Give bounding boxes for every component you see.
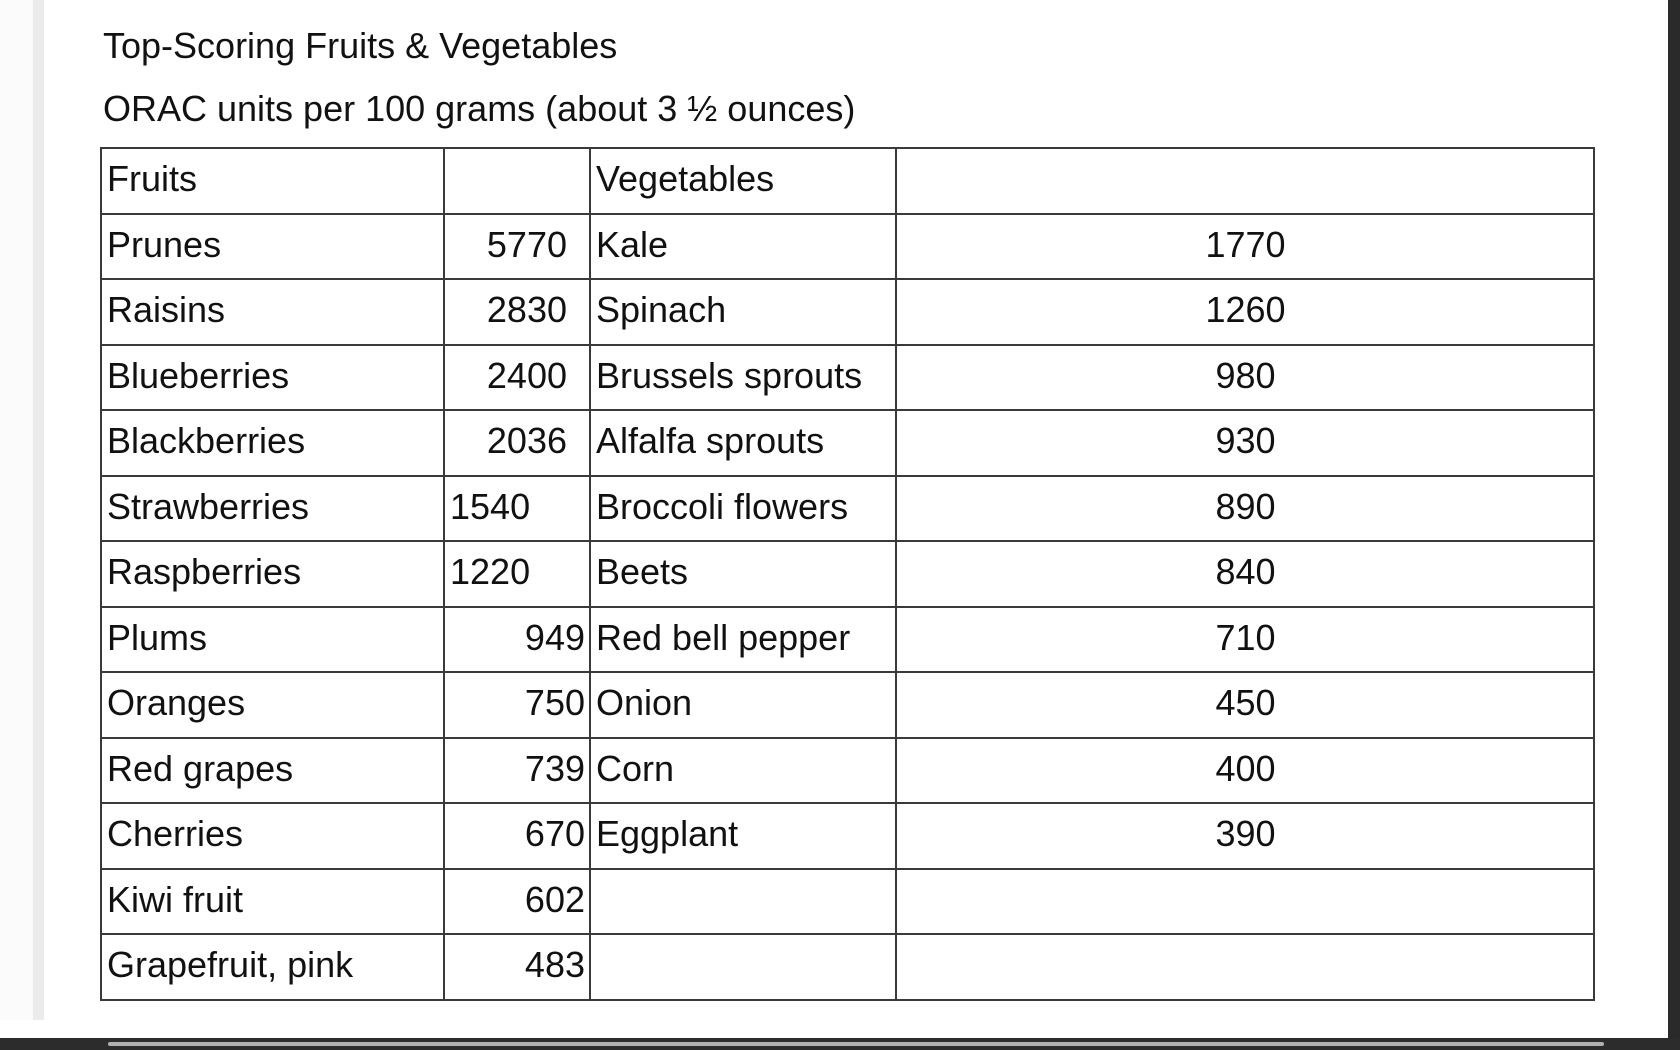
- fruit-name: Raspberries: [101, 541, 444, 607]
- fruit-name: Red grapes: [101, 738, 444, 804]
- vegetable-name: Kale: [590, 214, 896, 280]
- vegetable-name: Brussels sprouts: [590, 345, 896, 411]
- fruit-name: Kiwi fruit: [101, 869, 444, 935]
- vegetable-name: Broccoli flowers: [590, 476, 896, 542]
- table-row: [101, 410, 1594, 476]
- vegetable-value: 710: [896, 607, 1594, 673]
- table-row: [101, 869, 1594, 935]
- fruit-value: 739: [444, 738, 590, 804]
- fruit-value: 2400: [444, 345, 590, 411]
- fruit-value: 483: [444, 934, 590, 1000]
- vegetable-name: Corn: [590, 738, 896, 804]
- header-fruits: Fruits: [101, 148, 444, 214]
- vegetable-name: Alfalfa sprouts: [590, 410, 896, 476]
- page-title: Top-Scoring Fruits & Vegetables: [103, 25, 618, 66]
- table-header-row: [101, 148, 1594, 214]
- vegetable-value: 400: [896, 738, 1594, 804]
- fruit-name: Blackberries: [101, 410, 444, 476]
- vegetable-value: 930: [896, 410, 1594, 476]
- page-subtitle: ORAC units per 100 grams (about 3 ½ ounces): [103, 88, 856, 129]
- table-row: [101, 476, 1594, 542]
- horizontal-scrollbar-thumb[interactable]: [108, 1042, 1604, 1046]
- table-row: [101, 345, 1594, 411]
- fruit-value: 670: [444, 803, 590, 869]
- vegetable-value: 980: [896, 345, 1594, 411]
- vegetable-value: 890: [896, 476, 1594, 542]
- vegetable-name: Spinach: [590, 279, 896, 345]
- table-row: [101, 672, 1594, 738]
- table-row: [101, 803, 1594, 869]
- fruit-name: Cherries: [101, 803, 444, 869]
- table-row: [101, 279, 1594, 345]
- table-row: [101, 541, 1594, 607]
- fruit-value: 5770: [444, 214, 590, 280]
- vegetable-value: 1770: [896, 214, 1594, 280]
- fruit-name: Strawberries: [101, 476, 444, 542]
- vegetable-name: [590, 869, 896, 935]
- table-row: [101, 607, 1594, 673]
- fruit-value: 750: [444, 672, 590, 738]
- fruit-name: Blueberries: [101, 345, 444, 411]
- vegetable-value: 390: [896, 803, 1594, 869]
- vegetable-name: Red bell pepper: [590, 607, 896, 673]
- vertical-scrollbar[interactable]: [1668, 0, 1680, 1050]
- fruit-name: Oranges: [101, 672, 444, 738]
- fruit-value: 2830: [444, 279, 590, 345]
- fruit-name: Grapefruit, pink: [101, 934, 444, 1000]
- vegetable-name: [590, 934, 896, 1000]
- fruit-value: 1220: [444, 541, 590, 607]
- header-vegetable-values: [896, 148, 1594, 214]
- table-row: [101, 214, 1594, 280]
- left-margin-rail: [0, 0, 44, 1020]
- vegetable-value: 840: [896, 541, 1594, 607]
- table-row: [101, 934, 1594, 1000]
- vegetable-value: [896, 934, 1594, 1000]
- vegetable-name: Eggplant: [590, 803, 896, 869]
- header-fruit-values: [444, 148, 590, 214]
- horizontal-scrollbar[interactable]: [0, 1038, 1680, 1050]
- vegetable-value: 1260: [896, 279, 1594, 345]
- fruit-value: 602: [444, 869, 590, 935]
- fruit-name: Raisins: [101, 279, 444, 345]
- vegetable-name: Beets: [590, 541, 896, 607]
- vegetable-value: [896, 869, 1594, 935]
- fruit-name: Plums: [101, 607, 444, 673]
- fruit-name: Prunes: [101, 214, 444, 280]
- fruit-value: 1540: [444, 476, 590, 542]
- header-vegetables: Vegetables: [590, 148, 896, 214]
- orac-table: [100, 147, 1595, 1001]
- fruit-value: 2036: [444, 410, 590, 476]
- vegetable-name: Onion: [590, 672, 896, 738]
- table-row: [101, 738, 1594, 804]
- vegetable-value: 450: [896, 672, 1594, 738]
- fruit-value: 949: [444, 607, 590, 673]
